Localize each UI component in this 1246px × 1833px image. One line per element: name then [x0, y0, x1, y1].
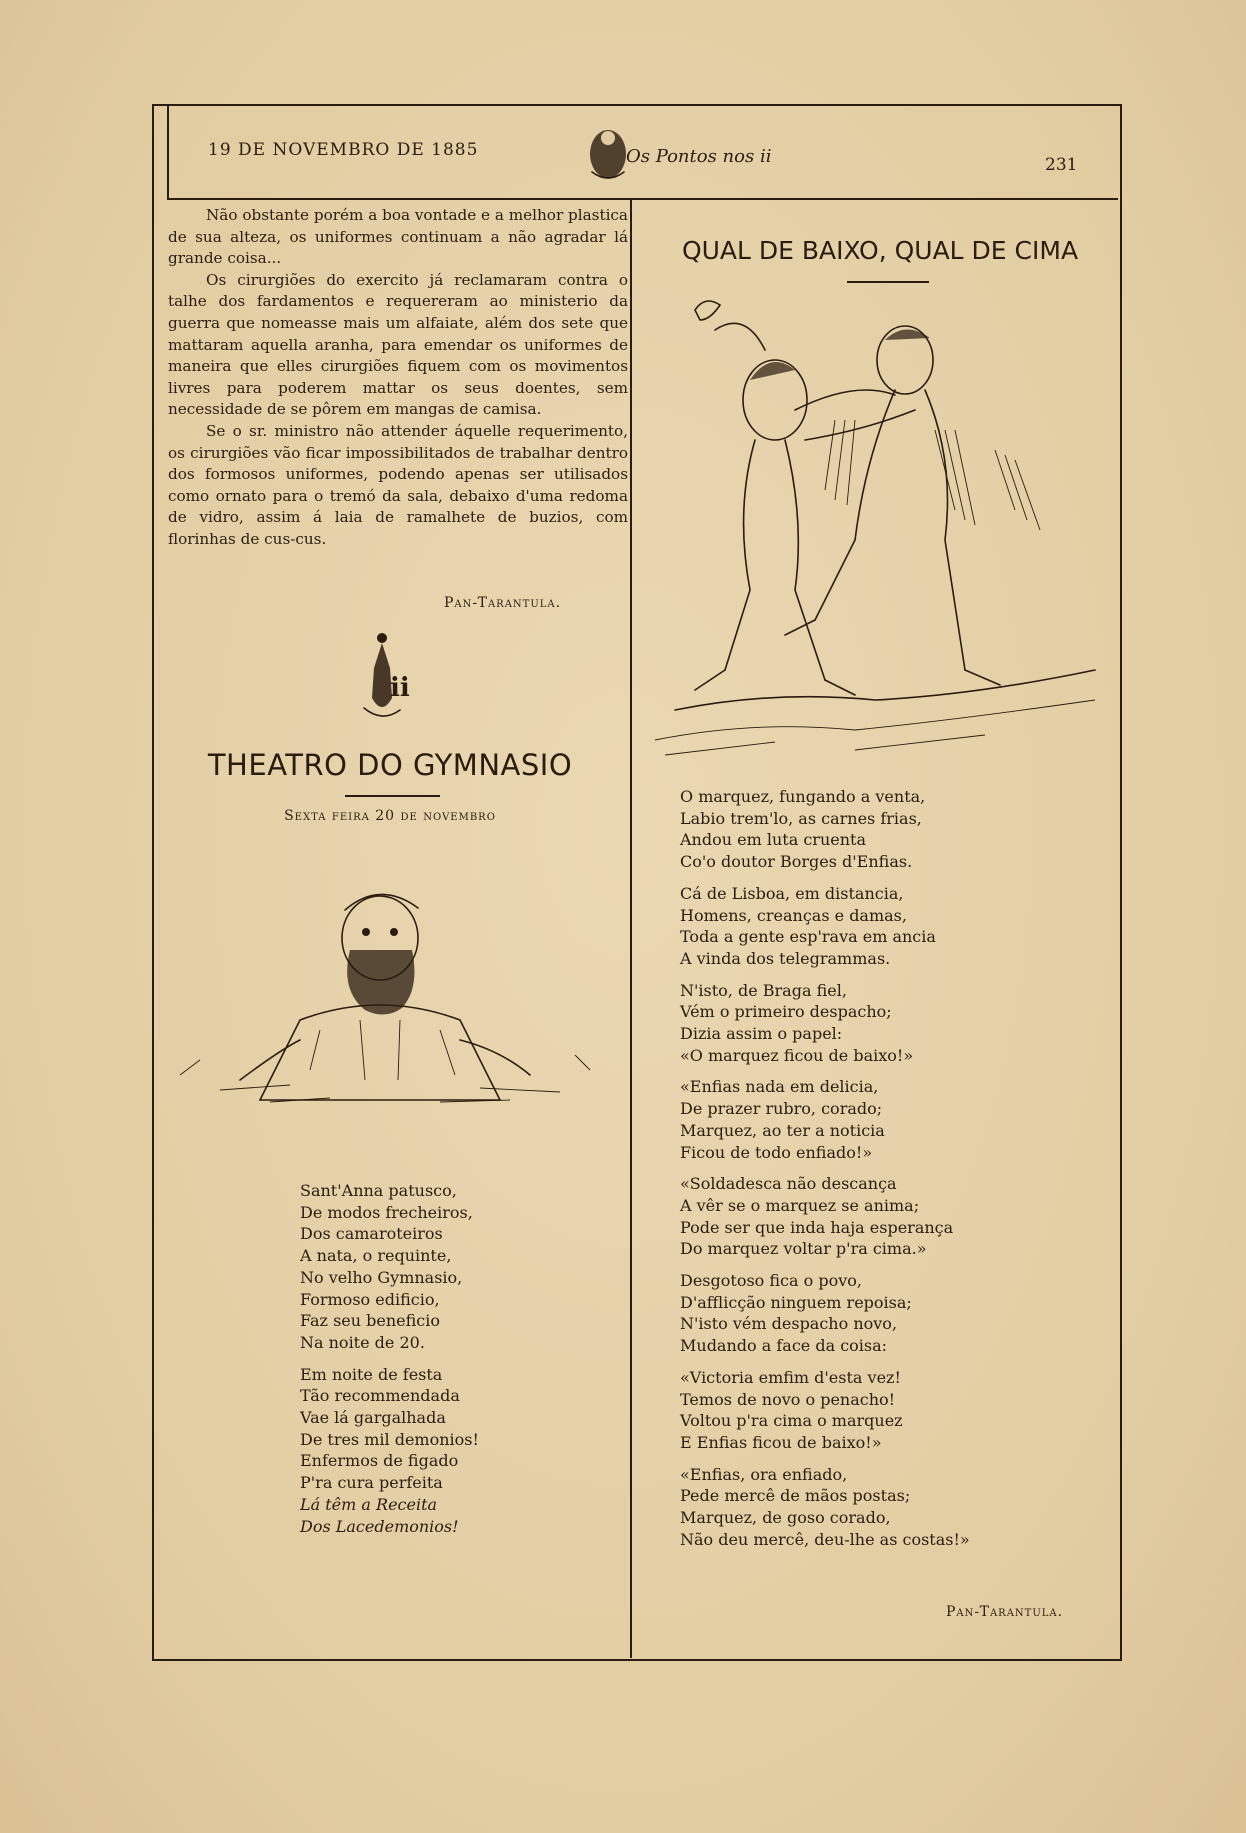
poem-line: Homens, creanças e damas, — [680, 905, 907, 925]
poem-line: De prazer rubro, corado; — [680, 1099, 883, 1119]
poem-line: Em noite de festa — [300, 1364, 443, 1384]
poem-line: E Enfias ficou de baixo!» — [680, 1432, 882, 1452]
poem-stanza — [680, 1270, 970, 1357]
poem-line: Desgotoso fica o povo, — [680, 1271, 862, 1291]
header-left-edge — [167, 106, 169, 198]
poem-line: Vém o primeiro despacho; — [680, 1002, 892, 1022]
poem-line: Pode ser que inda haja esperança — [680, 1217, 954, 1237]
left-article — [168, 205, 628, 551]
poem-stanza — [680, 786, 970, 873]
title-rule — [847, 281, 929, 283]
theatre-subtitle: Sexta feira 20 de novembro — [284, 808, 496, 824]
title-rule — [345, 795, 440, 797]
poem-stanza — [300, 1364, 479, 1538]
poem-stanza — [680, 1464, 970, 1551]
poem-line: Marquez, de goso corado, — [680, 1508, 891, 1528]
qual-poem — [680, 786, 970, 1561]
poem-line: Co'o doutor Borges d'Enfias. — [680, 852, 913, 872]
poem-line: Marquez, ao ter a noticia — [680, 1120, 885, 1140]
poem-line: Mudando a face da coisa: — [680, 1336, 888, 1356]
poem-line: A nata, o requinte, — [300, 1246, 452, 1266]
poem-line: No velho Gymnasio, — [300, 1267, 463, 1287]
poem-line: Faz seu beneficio — [300, 1311, 441, 1331]
poem-line: N'isto vém despacho novo, — [680, 1314, 898, 1334]
page-number: 231 — [1045, 155, 1078, 175]
poem-line: Lá têm a Receita — [300, 1494, 438, 1514]
theatre-title: THEATRO DO GYMNASIO — [207, 748, 573, 782]
poem-line: Toda a gente esp'rava em ancia — [680, 927, 936, 947]
poem-line: A vinda dos telegrammas. — [680, 948, 891, 968]
poem-line: Andou em luta cruenta — [680, 830, 866, 850]
column-divider — [630, 198, 632, 1658]
poem-line: Voltou p'ra cima o marquez — [680, 1411, 903, 1431]
poem-line: Enfermos de figado — [300, 1451, 459, 1471]
qual-signature: Pan-Tarantula. — [946, 1604, 1064, 1620]
poem-line: Do marquez voltar p'ra cima.» — [680, 1239, 927, 1259]
poem-line: N'isto, de Braga fiel, — [680, 980, 847, 1000]
poem-line: D'afflicção ninguem repoisa; — [680, 1292, 912, 1312]
poem-line: Tão recommendada — [300, 1386, 460, 1406]
poem-line: Ficou de todo enfiado!» — [680, 1142, 873, 1162]
poem-line: Na noite de 20. — [300, 1332, 425, 1352]
wrestling-caricature-icon — [655, 290, 1115, 760]
qual-title: QUAL DE BAIXO, QUAL DE CIMA — [681, 236, 1079, 265]
poem-line: Labio trem'lo, as carnes frias, — [680, 808, 922, 828]
poem-stanza — [680, 1076, 970, 1163]
masthead-text: Os Pontos nos ii — [626, 146, 772, 167]
poem-line: «O marquez ficou de baixo!» — [680, 1045, 914, 1065]
poem-line: «Enfias, ora enfiado, — [680, 1464, 848, 1484]
poem-line: A vêr se o marquez se anima; — [680, 1195, 920, 1215]
article-paragraph: Se o sr. ministro não attender áquelle requerimento, os cirurgiões vão ficar impossibilitados de trabalhar dentro dos formosos uniformes, podendo apenas ser utilisados como ornato para o tremó da sala, debaixo d'uma redoma de vidro, assim á laia de ramalhete de buzios, com florinhas de cus-cus. — [168, 421, 628, 548]
poem-line: «Enfias nada em delicia, — [680, 1077, 879, 1097]
poem-line: Dos camaroteiros — [300, 1224, 443, 1244]
article-paragraph: Não obstante porém a boa vontade e a melhor plastica de sua alteza, os uniformes continuam a não agradar lá grande coisa... — [168, 206, 628, 268]
article-paragraph: Os cirurgiões do exercito já reclamaram contra o talhe dos fardamentos e requereram ao ministerio da guerra que nomeasse mais um alfaiate, além dos sete que mattaram aquella aranha, para emendar os uniformes de maneira que elles cirurgiões fiquem com os movimentos livres para poderem mattar os seus doentes, sem necessidade de se pôrem em mangas de camisa. — [168, 270, 628, 419]
poem-line: Pede mercê de mãos postas; — [680, 1486, 911, 1506]
poem-line: Formoso edificio, — [300, 1289, 440, 1309]
portrait-illustration-icon — [180, 870, 600, 1110]
poem-line: Cá de Lisboa, em distancia, — [680, 883, 904, 903]
svg-text:ii: ii — [390, 673, 410, 703]
poem-line: De modos frecheiros, — [300, 1202, 473, 1222]
poem-line: «Soldadesca não descança — [680, 1174, 897, 1194]
poem-line: De tres mil demonios! — [300, 1429, 479, 1449]
theatre-poem — [300, 1180, 479, 1547]
poem-line: Temos de novo o penacho! — [680, 1389, 896, 1409]
poem-line: O marquez, fungando a venta, — [680, 787, 926, 806]
poem-line: Sant'Anna patusco, — [300, 1181, 457, 1200]
poem-line: Dos Lacedemonios! — [300, 1516, 459, 1536]
poem-stanza — [680, 1173, 970, 1260]
poem-stanza — [300, 1180, 479, 1354]
poem-line: «Victoria emfim d'esta vez! — [680, 1367, 901, 1387]
article-signature: Pan-Tarantula. — [444, 595, 562, 611]
poem-line: Não deu mercê, deu-lhe as costas!» — [680, 1529, 970, 1549]
ornament-figure-icon — [352, 628, 412, 723]
poem-stanza — [680, 1367, 970, 1454]
issue-date: 19 DE NOVEMBRO DE 1885 — [208, 140, 479, 160]
poem-stanza — [680, 883, 970, 970]
masthead-logo-icon — [568, 118, 772, 188]
poem-line: Vae lá gargalhada — [300, 1408, 446, 1428]
poem-stanza — [680, 980, 970, 1067]
poem-line: P'ra cura perfeita — [300, 1473, 443, 1493]
poem-line: Dizia assim o papel: — [680, 1024, 843, 1044]
